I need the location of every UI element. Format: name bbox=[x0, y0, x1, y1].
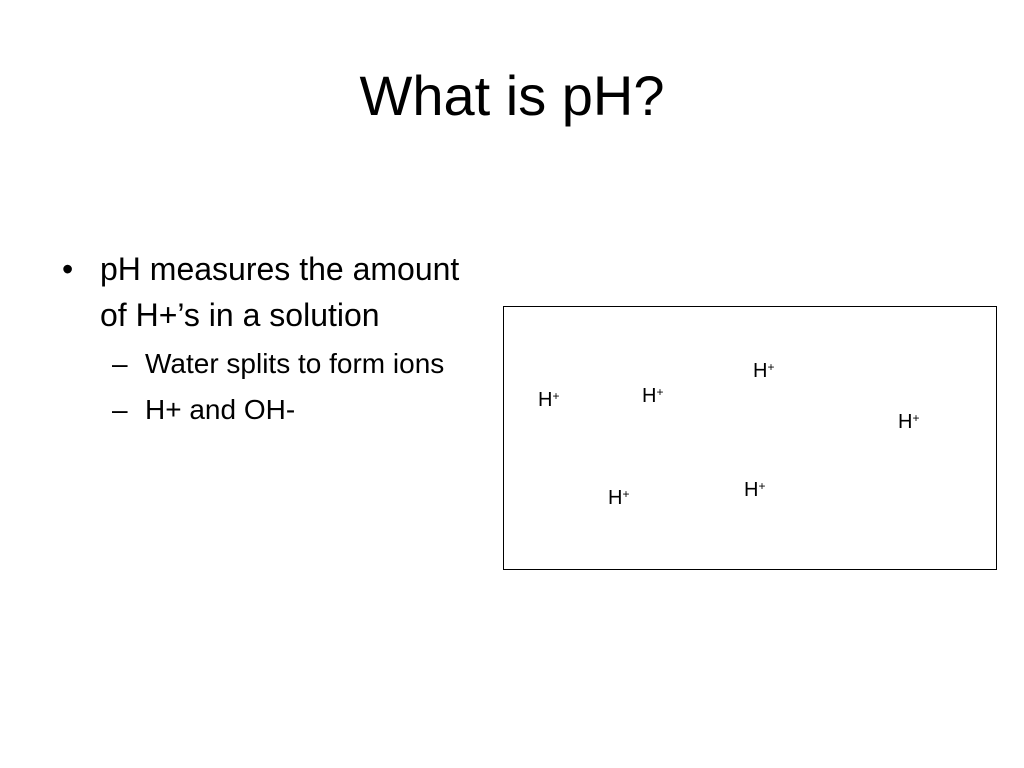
bullet-list bbox=[60, 246, 460, 430]
hydrogen-ion bbox=[538, 389, 559, 411]
ion-charge: + bbox=[552, 389, 560, 403]
ion-charge: + bbox=[656, 385, 664, 399]
ion-symbol: H bbox=[642, 385, 657, 407]
hydrogen-ion bbox=[753, 360, 774, 382]
bullet-text: pH measures the amount of H+’s in a solution bbox=[100, 251, 460, 333]
bullet-marker: • bbox=[62, 251, 74, 287]
hydrogen-ion bbox=[898, 411, 919, 433]
sub-bullet-text: Water splits to form ions bbox=[145, 348, 445, 379]
ion-diagram-box bbox=[503, 306, 997, 570]
sub-bullet-marker: – bbox=[112, 348, 128, 379]
sub-bullet-text: H+ and OH- bbox=[145, 394, 296, 425]
ion-charge: + bbox=[912, 411, 920, 425]
hydrogen-ion bbox=[744, 479, 765, 501]
hydrogen-ion bbox=[608, 487, 629, 509]
hydrogen-ion bbox=[642, 385, 663, 407]
ion-charge: + bbox=[767, 360, 775, 374]
ion-symbol: H bbox=[898, 411, 913, 433]
sub-bullet-item bbox=[60, 390, 460, 430]
ion-symbol: H bbox=[608, 487, 623, 509]
sub-bullet-list bbox=[60, 344, 460, 430]
bullet-item bbox=[60, 246, 460, 338]
ion-charge: + bbox=[758, 479, 766, 493]
slide-title: What is pH? bbox=[359, 64, 665, 127]
sub-bullet-item bbox=[60, 344, 460, 384]
ion-symbol: H bbox=[744, 479, 759, 501]
ion-symbol: H bbox=[538, 389, 553, 411]
ion-symbol: H bbox=[753, 360, 768, 382]
sub-bullet-marker: – bbox=[112, 394, 128, 425]
ion-charge: + bbox=[622, 487, 630, 501]
